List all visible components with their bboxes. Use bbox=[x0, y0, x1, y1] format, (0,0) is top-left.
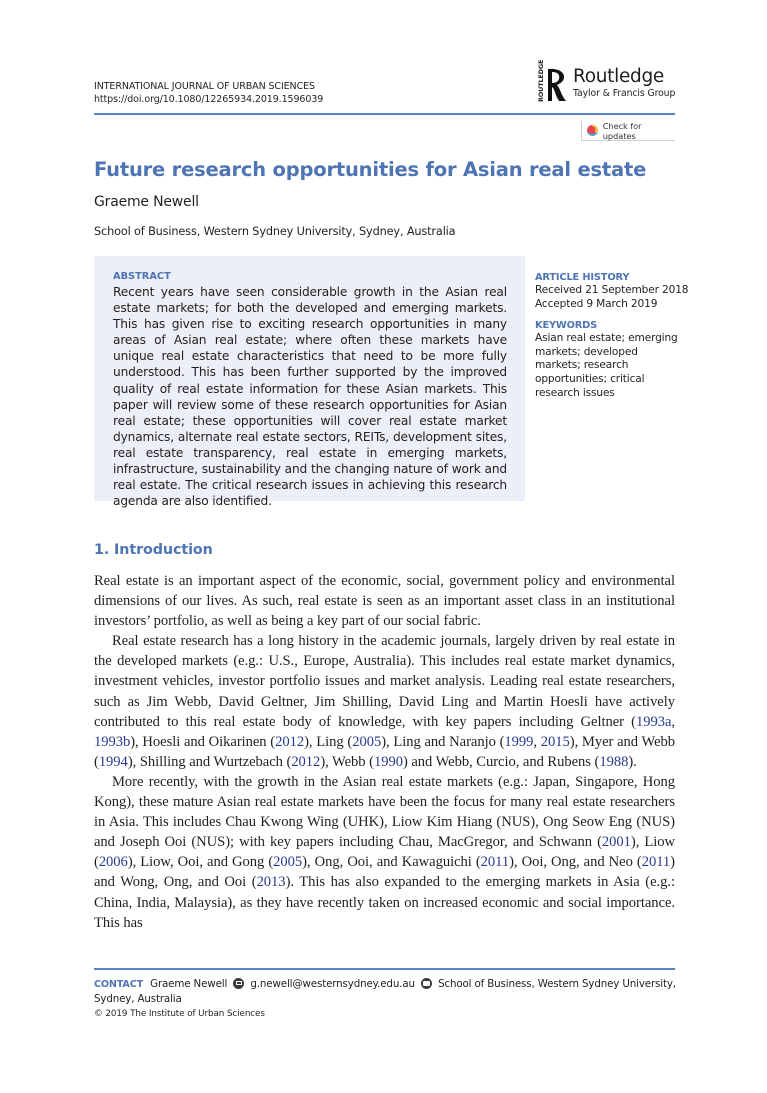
citation-link[interactable]: 2011 bbox=[641, 854, 671, 871]
citation-link[interactable]: 2005 bbox=[352, 733, 382, 750]
received-date: Received 21 September 2018 bbox=[535, 284, 689, 296]
citation-link[interactable]: 2011 bbox=[480, 854, 510, 871]
article-history-label: ARTICLE HISTORY bbox=[535, 272, 630, 283]
running-head bbox=[94, 80, 323, 106]
abstract-text: Recent years have seen considerable growth in the Asian real estate markets; for both the developed and emerging markets. This has given rise to exciting research opportunities in many areas of Asian real estate; where often these markets have unique real estate characteristics that need to be more fully understood. This has been further supported by the improved quality of real estate information for these Asian markets. This paper will review some of these research opportunities for Asian real estate; these opportunities will cover real estate market dynamics, alternate real estate sectors, REITs, development sites, real estate transparency, real estate in emerging markets, infrastructure, sustainability and the changing nature of work and real estate. The critical research issues in achieving this research agenda are also identified. bbox=[113, 285, 507, 509]
contact-name: Graeme Newell bbox=[150, 978, 228, 990]
routledge-r-icon bbox=[546, 68, 568, 102]
citation-link[interactable]: 2012 bbox=[291, 753, 321, 770]
citation-link[interactable]: 1990 bbox=[373, 753, 403, 770]
citation-link[interactable]: 1994 bbox=[98, 753, 128, 770]
article-author: Graeme Newell bbox=[94, 194, 199, 210]
footer-rule bbox=[94, 968, 675, 970]
header-rule bbox=[94, 113, 675, 115]
email-icon bbox=[233, 978, 244, 989]
check-for-updates-button[interactable] bbox=[581, 121, 675, 141]
citation-link[interactable]: 1999 bbox=[504, 733, 534, 750]
keywords-label: KEYWORDS bbox=[535, 320, 598, 332]
publisher-name: Routledge bbox=[573, 66, 665, 87]
doi-link[interactable]: https://doi.org/10.1080/12265934.2019.1596039 bbox=[94, 94, 324, 105]
article-sidebar bbox=[535, 271, 695, 400]
article-title: Future research opportunities for Asian real estate bbox=[94, 158, 647, 181]
author-affiliation: School of Business, Western Sydney University, Sydney, Australia bbox=[94, 225, 456, 238]
contact-email-link[interactable]: g.newell@westernsydney.edu.au bbox=[250, 978, 415, 990]
contact-address: School of Business, Western Sydney University, Sydney, Australia bbox=[94, 978, 676, 1006]
citation-link[interactable]: 2006 bbox=[98, 854, 128, 871]
accepted-date: Accepted 9 March 2019 bbox=[535, 297, 658, 310]
citation-link[interactable]: 2005 bbox=[273, 854, 303, 871]
citation-link[interactable]: 1993a bbox=[635, 713, 672, 730]
paragraph: More recently, with the growth in the Asian real estate markets (e.g.: Japan, Singapore, Hong Kong), these mature Asian real estate markets have been the focus for many real estate researchers in Asia. This includes Chau Kwong Wing (UHK), Liow Kim Hiang (NUS), Ong Seow Eng (NUS) and Joseph Ooi (NUS); with key papers including Chau, MacGregor, and Schwann (2001), Liow (2006), Liow, Ooi, and Gong (2005), Ong, Ooi, and Kawaguichi (2011), Ooi, Ong, and Neo (2011) and Wong, Ong, and Ooi (2013). This has also expanded to the emerging markets in Asia (e.g.: China, India, Malaysia), as they have recently taken on increased economic and social importance. This has bbox=[94, 773, 675, 931]
section-heading-introduction: 1. Introduction bbox=[94, 542, 213, 558]
address-icon bbox=[421, 978, 432, 989]
check-updates-label: Check for updates bbox=[602, 120, 642, 141]
journal-name: INTERNATIONAL JOURNAL OF URBAN SCIENCES bbox=[94, 81, 315, 92]
paragraph: Real estate research has a long history in the academic journals, largely driven by real estate in the developed markets (e.g.: U.S., Europe, Australia). This includes real estate market dynamics, investment vehicles, investor portfolio issues and market analysis. Leading real estate researchers, such as Jim Webb, David Geltner, Jim Shilling, David Ling and Martin Hoesli have actively contributed to this real estate body of knowledge, with key papers including Geltner (1993a, 1993b), Hoesli and Oikarinen (2012), Ling (2005), Ling and Naranjo (1999, 2015), Myer and Webb (1994), Shilling and Wurtzebach (2012), Webb (1990) and Webb, Curcio, and Rubens (1988). bbox=[94, 633, 675, 770]
citation-link[interactable]: 2015 bbox=[540, 733, 570, 750]
copyright-notice: © 2019 The Institute of Urban Sciences bbox=[94, 1009, 265, 1019]
citation-link[interactable]: 1988 bbox=[599, 753, 629, 770]
crossmark-icon bbox=[587, 125, 598, 136]
paragraph: Real estate is an important aspect of the economic, social, government policy and environmental dimensions of our lives. As such, real estate is seen as an important asset class in an institutional investors’ portfolio, as well as being a key part of our social fabric. bbox=[94, 573, 675, 630]
citation-link[interactable]: 2012 bbox=[275, 733, 305, 750]
citation-link[interactable]: 2001 bbox=[601, 834, 631, 851]
publisher-logo bbox=[537, 59, 677, 104]
citation-link[interactable]: 2013 bbox=[256, 874, 286, 891]
contact-label: CONTACT bbox=[94, 979, 143, 990]
keywords-list: Asian real estate; emerging markets; developed markets; research opportunities; critical research issues bbox=[535, 332, 678, 399]
contact-info bbox=[94, 977, 684, 1007]
publisher-vertical-text: ROUTLEDGE bbox=[537, 59, 545, 102]
publisher-group: Taylor & Francis Group bbox=[573, 88, 676, 99]
body-text bbox=[94, 571, 675, 933]
citation-link[interactable]: 1993b bbox=[94, 733, 131, 750]
abstract-label: ABSTRACT bbox=[113, 271, 171, 282]
